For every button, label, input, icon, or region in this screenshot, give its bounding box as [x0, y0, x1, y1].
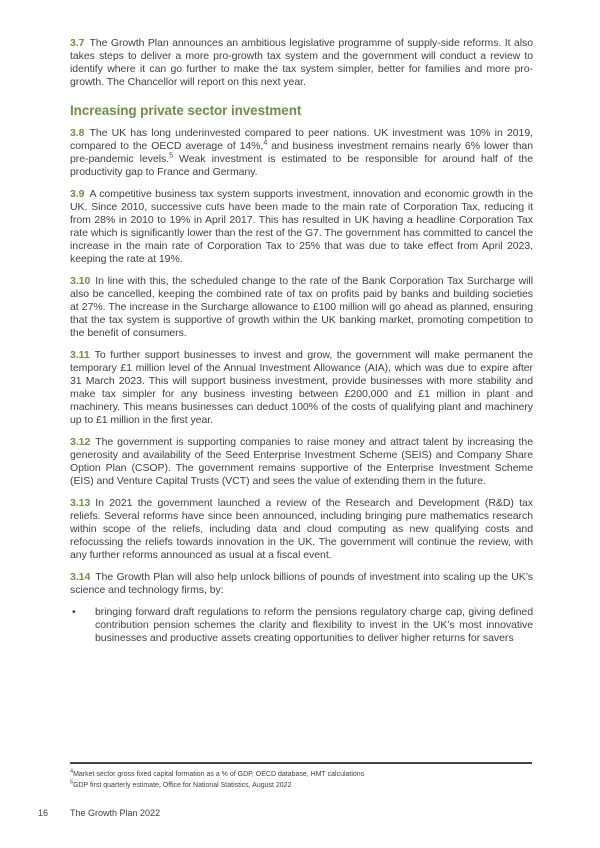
page-footer	[38, 808, 538, 818]
footnote-4	[70, 769, 532, 780]
paragraph-number: 3.8	[70, 127, 85, 139]
paragraph-3-9	[70, 188, 533, 266]
footnote-marker: 5	[70, 779, 74, 786]
list-item	[70, 606, 533, 645]
footnote-text: Market sector gross fixed capital formation as a % of GDP, OECD database, HMT calculations	[73, 771, 365, 778]
paragraph-number: 3.7	[70, 37, 85, 49]
paragraph-number: 3.9	[70, 188, 85, 200]
paragraph-3-7	[70, 37, 533, 89]
page-number: 16	[38, 808, 49, 818]
paragraph-text: The government is supporting companies to raise money and attract talent by increasing the generosity and availability of the Seed Enterprise Investment Scheme (SEIS) and Company Share Option Plan (CSOP). The government remains supportive of the Enterprise Investment Scheme (EIS) and Venture Capital Trusts (VCT) and sees the value of extending them in the future.	[70, 436, 533, 487]
paragraph-text: To further support businesses to invest and grow, the government will make permanent the temporary £1 million level of the Annual Investment Allowance (AIA), which was due to expire after 31 March 2023. This will support business investment, provide businesses with more stability and make tax simpler for any business investing between £200,000 and £1 million in plant and machinery. This means businesses can deduct 100% of the costs of qualifying plant and machinery up to £1 million in the first year.	[70, 349, 533, 426]
paragraph-text: In 2021 the government launched a review of the Research and Development (R&D) tax reliefs. Several reforms have since been announced, including bringing pure mathematics research within scope of the reliefs, including data and cloud computing as new qualifying costs and refocussing the reliefs towards innovation in the UK. The government will continue the review, with any further reforms announced as usual at a fiscal event.	[70, 497, 533, 561]
paragraph-number: 3.13	[70, 497, 91, 509]
paragraph-3-8	[70, 127, 533, 179]
paragraph-text: The UK has long underinvested compared to peer nations. UK investment was 10% in 2019, compared to the OECD average of 14%,	[70, 127, 533, 152]
paragraph-text: The Growth Plan will also help unlock billions of pounds of investment into scaling up the UK’s science and technology firms, by:	[70, 571, 533, 596]
paragraph-text: The Growth Plan announces an ambitious legislative programme of supply-side reforms. It also takes steps to deliver a more pro-growth tax system and the government will conduct a review to identify where it can go further to make the tax system simpler, better for families and more pro-growth. The Chancellor will report on this next year.	[70, 37, 533, 88]
footnote-marker: 4	[70, 768, 74, 775]
footnote-text: GDP first quarterly estimate, Office for National Statistics, August 2022	[73, 782, 292, 789]
section-heading: Increasing private sector investment	[70, 103, 302, 118]
document-title: The Growth Plan 2022	[70, 808, 161, 818]
bullet-list	[70, 606, 533, 645]
footnote-reference-4: 4	[263, 139, 268, 147]
paragraph-3-13	[70, 497, 533, 562]
paragraph-3-10	[70, 275, 533, 340]
paragraph-3-14	[70, 571, 533, 597]
paragraph-number: 3.14	[70, 571, 91, 583]
paragraph-text: and business investment remains nearly 6% lower than pre-pandemic levels.	[70, 140, 533, 165]
footnote-reference-5: 5	[169, 152, 173, 160]
paragraph-text: Weak investment is estimated to be responsible for around half of the productivity gap to France and Germany.	[70, 153, 533, 178]
paragraph-number: 3.11	[70, 349, 90, 361]
footnotes-block	[70, 769, 532, 791]
bullet-text: bringing forward draft regulations to reform the pensions regulatory charge cap, giving defined contribution pension schemes the clarity and flexibility to invest in the UK’s most innovative businesses and productive assets creating opportunities to deliver higher returns for savers	[95, 606, 533, 644]
paragraph-number: 3.12	[70, 436, 91, 448]
document-body	[70, 37, 533, 645]
footnote-5	[70, 780, 532, 791]
paragraph-3-12	[70, 436, 533, 488]
paragraph-number: 3.10	[70, 275, 91, 287]
paragraph-text: A competitive business tax system supports investment, innovation and economic growth in the UK. Since 2010, successive cuts have been made to the main rate of Corporation Tax, reducing it from 28% in 2010 to 19% in April 2017. This has resulted in UK having a headline Corporation Tax rate which is significantly lower than the rest of the G7. The government has committed to cancel the increase in the main rate of Corporation Tax to 25% that was due to take effect from April 2023, keeping the rate at 19%.	[70, 188, 533, 265]
paragraph-text: In line with this, the scheduled change to the rate of the Bank Corporation Tax Surcharge will also be cancelled, keeping the combined rate of tax on profits paid by banks and building societies at 27%. The increase in the Surcharge allowance to £100 million will go ahead as planned, ensuring that the tax system is supportive of growth within the UK banking market, promoting competition to the benefit of consumers.	[70, 275, 533, 339]
footnote-divider	[70, 762, 532, 764]
bullet-icon: •	[72, 606, 76, 618]
paragraph-3-11	[70, 349, 533, 427]
